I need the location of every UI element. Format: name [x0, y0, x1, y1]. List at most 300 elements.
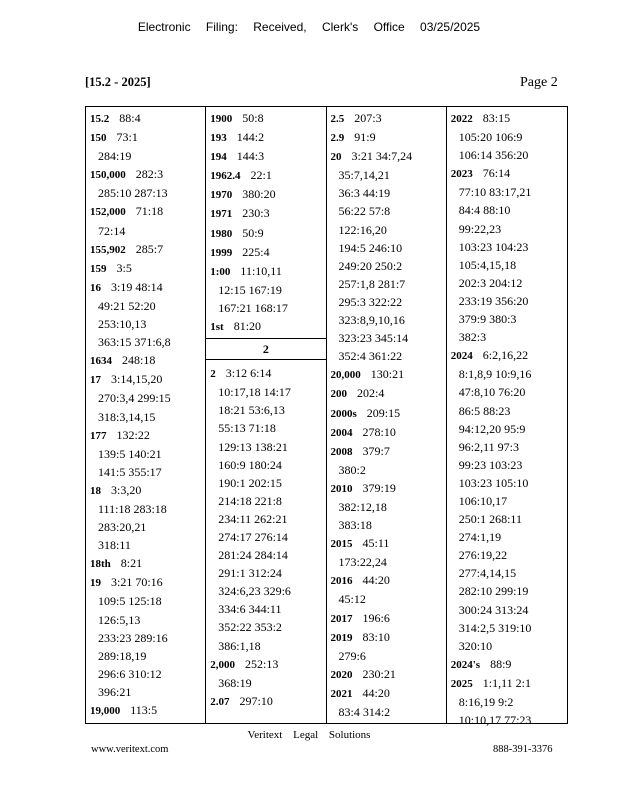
entry-continuation-line [90, 222, 201, 240]
page-line-refs: 363:15 371:6,8 [98, 335, 171, 350]
index-entry [210, 224, 321, 243]
entry-first-line [331, 365, 442, 384]
page-line-refs: 300:24 313:24 [458, 602, 529, 617]
entry-continuation-line [451, 564, 563, 582]
index-term: 17 [90, 374, 101, 387]
page-line-refs: 83:15 [482, 111, 511, 125]
index-term: 193 [210, 132, 227, 145]
index-term: 2017 [330, 612, 353, 625]
index-entry [210, 243, 321, 262]
entry-first-line [90, 109, 201, 128]
entry-first-line [210, 166, 321, 185]
index-term: 1:00 [210, 265, 231, 278]
entry-continuation-line [451, 238, 563, 256]
entry-first-line [331, 384, 442, 403]
page-line-refs: 36:3 44:19 [338, 186, 391, 201]
entry-first-line [210, 185, 321, 204]
index-entry [90, 259, 201, 278]
page-line-refs: 248:18 [122, 353, 156, 368]
page-line-refs: 320:10 [458, 638, 493, 653]
page-line-refs: 129:13 138:21 [218, 439, 288, 454]
page-line-refs: 99:22,23 [458, 221, 502, 236]
page-line-refs: 318:3,14,15 [98, 409, 156, 424]
page-line-refs: 160:9 180:24 [218, 457, 282, 472]
entry-continuation-line [90, 629, 201, 647]
page-line-refs: 44:20 [362, 573, 390, 588]
page-line-refs: 144:2 [236, 130, 265, 145]
entry-first-line [210, 147, 321, 166]
page-line-refs: 132:22 [116, 427, 150, 442]
index-entry [210, 692, 321, 711]
page-line-refs: 3:19 48:14 [111, 279, 163, 294]
page-line-refs: 396:21 [98, 684, 132, 699]
entry-continuation-line [451, 328, 563, 346]
page-line-refs: 297:10 [239, 693, 273, 708]
entry-first-line [90, 701, 201, 720]
page-line-refs: 379:19 [362, 480, 396, 495]
index-entry [210, 204, 321, 223]
index-term: 150,000 [90, 169, 126, 182]
entry-continuation-line [331, 202, 442, 220]
page-line-refs: 12:15 167:19 [218, 282, 282, 297]
entry-continuation-line [90, 184, 201, 202]
entry-continuation-line [451, 601, 563, 619]
page-line-refs: 45:11 [362, 536, 390, 551]
index-entry [90, 278, 201, 351]
entry-continuation-line [90, 297, 201, 315]
entry-continuation-line [90, 536, 201, 554]
entry-first-line [210, 109, 321, 128]
entry-continuation-line [331, 703, 442, 721]
word-index-grid [85, 106, 568, 728]
entry-first-line [331, 609, 442, 628]
page-line-refs: 81:20 [233, 319, 262, 334]
index-entry [331, 384, 442, 403]
page-line-refs: 225:4 [242, 244, 270, 259]
entry-continuation-line [90, 389, 201, 407]
entry-continuation-line [451, 310, 563, 328]
entry-continuation-line [451, 383, 563, 401]
page-line-refs: 379:7 [362, 443, 390, 458]
page-line-refs: 291:1 312:24 [218, 566, 282, 581]
page-line-refs: 130:21 [370, 367, 405, 382]
index-entry [210, 317, 321, 336]
index-term: 2.9 [330, 132, 345, 145]
entry-continuation-line [210, 528, 321, 546]
page-line-refs: 3:21 34:7,24 [351, 149, 413, 164]
entry-continuation-line [451, 183, 563, 201]
page-line-refs: 285:10 287:13 [98, 186, 168, 201]
entry-first-line [90, 278, 201, 297]
entry-first-line [90, 259, 201, 278]
page-line-refs: 283:20,21 [98, 520, 147, 535]
entry-first-line [210, 243, 321, 262]
page-line-refs: 318:11 [98, 538, 131, 553]
page-line-refs: 50:8 [242, 111, 264, 125]
index-entry [451, 346, 563, 655]
entry-continuation-line [331, 275, 442, 293]
entry-first-line [210, 692, 321, 711]
page-line-refs: 278:10 [362, 424, 396, 439]
entry-continuation-line [90, 683, 201, 701]
page-line-refs: 109:5 125:18 [98, 594, 162, 609]
entry-first-line [331, 571, 442, 590]
index-term: 2023 [450, 168, 473, 181]
entry-first-line [451, 109, 563, 128]
page-line-refs: 279:6 [338, 648, 366, 663]
index-term: 2016 [330, 575, 353, 588]
page-line-refs: 3:12 6:14 [225, 366, 272, 381]
entry-continuation-line [331, 347, 442, 365]
entry-continuation-line [451, 274, 563, 292]
page-line-refs: 296:6 310:12 [98, 666, 162, 681]
page-line-refs: 141:5 355:17 [98, 464, 162, 479]
page-line-refs: 49:21 52:20 [98, 298, 156, 313]
index-entry [331, 128, 442, 147]
entry-continuation-line [451, 146, 563, 164]
page-line-refs: 105:20 106:9 [458, 130, 523, 145]
page-line-refs: 11:10,11 [240, 263, 282, 278]
page-line-refs: 386:1,18 [218, 638, 261, 653]
index-term: 2004 [330, 426, 353, 439]
page-line-refs: 250:1 268:11 [458, 512, 522, 527]
page-line-refs: 76:14 [482, 166, 511, 181]
entry-first-line [331, 534, 442, 553]
page-line-refs: 84:4 88:10 [458, 203, 511, 218]
entry-first-line [90, 370, 201, 389]
index-term: 2021 [330, 687, 353, 700]
page-line-refs: 45:12 [338, 592, 366, 607]
page-line-refs: 282:10 299:19 [458, 584, 529, 599]
page-line-refs: 6:2,16,22 [482, 348, 529, 363]
entry-continuation-line [451, 693, 563, 711]
index-term: 1634 [90, 355, 112, 368]
page-line-refs: 190:1 202:15 [218, 475, 282, 490]
page-line-refs: 1:1,11 2:1 [482, 675, 531, 690]
entry-continuation-line [210, 456, 321, 474]
page-line-refs: 77:10 83:17,21 [458, 185, 532, 200]
entry-continuation-line [331, 553, 442, 571]
page-line-refs: 196:6 [362, 610, 390, 625]
index-term: 2000s [330, 407, 357, 420]
page-line-refs: 314:2,5 319:10 [458, 620, 532, 635]
page-line-refs: 56:22 57:8 [338, 204, 391, 219]
entry-continuation-line [451, 492, 563, 510]
entry-continuation-line [451, 619, 563, 637]
index-term: 2024 [450, 350, 473, 363]
index-entry [331, 404, 442, 423]
entry-first-line [210, 364, 321, 383]
page-line-refs: 44:20 [362, 685, 390, 700]
page-line-refs: 233:23 289:16 [98, 630, 168, 645]
entry-continuation-line [210, 401, 321, 419]
page-line-refs: 233:19 356:20 [458, 293, 529, 308]
section-header: 2 [206, 338, 325, 360]
entry-continuation-line [90, 408, 201, 426]
index-entry [90, 202, 201, 239]
index-term: 18 [90, 484, 101, 497]
entry-continuation-line [331, 221, 442, 239]
entry-first-line [331, 404, 442, 423]
index-term: 1971 [210, 208, 233, 221]
index-term: 2020 [330, 668, 353, 681]
index-term: 2019 [330, 631, 353, 644]
page-line-refs: 379:9 380:3 [458, 312, 517, 327]
index-term: 1962.4 [210, 170, 241, 183]
entry-first-line [90, 426, 201, 445]
page-line-refs: 47:8,10 76:20 [458, 385, 526, 400]
page-line-refs: 106:10,17 [458, 493, 508, 508]
index-column-2 [206, 107, 326, 723]
entry-first-line [331, 109, 442, 128]
page-line-refs: 202:3 204:12 [458, 275, 523, 290]
index-column-3 [327, 107, 447, 723]
page-line-refs: 3:14,15,20 [111, 372, 163, 387]
page-line-refs: 352:4 361:22 [338, 349, 403, 364]
entry-first-line [90, 240, 201, 259]
page-line-refs: 324:6,23 329:6 [218, 584, 291, 599]
page-line-refs: 139:5 140:21 [98, 446, 162, 461]
page-line-refs: 274:1,19 [458, 530, 502, 545]
page-number: Page 2 [520, 75, 558, 90]
page-line-refs: 10:17,18 14:17 [218, 385, 291, 400]
page-line-refs: 207:3 [354, 111, 382, 125]
entry-continuation-line [331, 184, 442, 202]
index-entry [331, 534, 442, 571]
index-entry [331, 442, 442, 479]
page-line-refs: 383:18 [338, 518, 372, 533]
entry-first-line [90, 165, 201, 184]
page-line-refs: 103:23 104:23 [458, 239, 529, 254]
page-line-refs: 73:1 [116, 130, 138, 145]
index-entry [90, 573, 201, 701]
index-term: 2008 [330, 445, 353, 458]
entry-continuation-line [451, 546, 563, 564]
page-line-refs: 334:6 344:11 [218, 602, 282, 617]
page-line-refs: 3:21 70:16 [111, 575, 163, 590]
index-term: 2,000 [210, 658, 235, 671]
page-line-refs: 270:3,4 299:15 [98, 391, 171, 406]
index-term: 20 [330, 151, 342, 164]
entry-continuation-line [210, 281, 321, 299]
entry-continuation-line [90, 592, 201, 610]
page-line-refs: 209:15 [366, 405, 401, 420]
index-entry [451, 164, 563, 346]
page-line-refs: 86:5 88:23 [458, 403, 511, 418]
index-entry [210, 109, 321, 128]
entry-first-line [90, 481, 201, 500]
page-line-refs: 10:10,17 77:23 [458, 713, 532, 728]
index-entry [210, 147, 321, 166]
index-entry [331, 571, 442, 608]
index-term: 16 [90, 281, 101, 294]
entry-continuation-line [331, 257, 442, 275]
index-column-4 [447, 107, 567, 728]
entry-continuation-line [331, 293, 442, 311]
index-term: 19,000 [90, 705, 121, 717]
index-entry [90, 128, 201, 165]
entry-continuation-line [210, 637, 321, 655]
page-line-refs: 18:21 53:6,13 [218, 403, 285, 418]
page-line-refs: 35:7,14,21 [338, 168, 390, 183]
index-entry [331, 423, 442, 442]
index-term: 152,000 [90, 206, 126, 219]
entry-continuation-line [210, 299, 321, 317]
index-column-1 [86, 107, 206, 723]
entry-continuation-line [210, 582, 321, 600]
page-line-refs: 252:13 [245, 656, 279, 671]
page-line-refs: 276:19,22 [458, 548, 508, 563]
index-term: 18th [90, 558, 111, 571]
index-entry [451, 109, 563, 164]
index-term: 1st [210, 321, 224, 334]
index-term: 2 [210, 368, 216, 381]
entry-first-line [331, 423, 442, 442]
index-term: 2010 [330, 482, 353, 495]
entry-continuation-line [210, 600, 321, 618]
page-line-refs: 230:21 [362, 666, 396, 681]
entry-continuation-line [331, 590, 442, 608]
page-line-refs: 352:22 353:2 [218, 620, 282, 635]
index-entry [210, 185, 321, 204]
page-line-refs: 55:13 71:18 [218, 421, 276, 436]
index-term: 20,000 [330, 369, 361, 382]
index-entry [331, 147, 442, 365]
page-line-refs: 274:17 276:14 [218, 529, 288, 544]
index-term: 194 [210, 151, 227, 164]
entry-first-line [331, 628, 442, 647]
entry-first-line [331, 665, 442, 684]
page-line-refs: 126:5,13 [98, 612, 141, 627]
entry-continuation-line [451, 292, 563, 310]
entry-first-line [90, 351, 201, 370]
page-line-refs: 88:9 [490, 656, 512, 671]
index-entry [451, 674, 563, 729]
index-term: 2024's [450, 658, 481, 671]
page-line-refs: 249:20 250:2 [338, 258, 403, 273]
page-line-refs: 113:5 [130, 703, 158, 717]
entry-continuation-line [451, 420, 563, 438]
page-line-refs: 202:4 [357, 386, 385, 401]
index-entry [210, 262, 321, 317]
entry-continuation-line [451, 438, 563, 456]
entry-continuation-line [90, 463, 201, 481]
footer-company: Veritext Legal Solutions [247, 729, 371, 741]
entry-first-line [451, 674, 563, 693]
entry-continuation-line [90, 647, 201, 665]
entry-first-line [210, 224, 321, 243]
page-line-refs: 214:18 221:8 [218, 493, 282, 508]
index-entry [331, 479, 442, 534]
page-line-refs: 323:23 345:14 [338, 331, 409, 346]
page-line-refs: 3:3,20 [111, 482, 142, 497]
entry-continuation-line [210, 510, 321, 528]
page-line-refs: 94:12,20 95:9 [458, 421, 526, 436]
page-line-refs: 83:10 [362, 629, 390, 644]
page-line-refs: 105:4,15,18 [458, 257, 517, 272]
entry-continuation-line [90, 500, 201, 518]
filing-stamp: Electronic Filing: Received, Clerk's Office 03/25/2025 [137, 20, 481, 34]
page-line-refs: 277:4,14,15 [458, 566, 517, 581]
entry-first-line [331, 128, 442, 147]
page-line-refs: 144:3 [236, 149, 265, 164]
entry-first-line [210, 317, 321, 336]
entry-continuation-line [451, 201, 563, 219]
entry-continuation-line [451, 510, 563, 528]
page-line-refs: 285:7 [135, 241, 164, 256]
index-entry [90, 165, 201, 202]
entry-first-line [210, 204, 321, 223]
page-line-refs: 281:24 284:14 [218, 548, 288, 563]
index-term: 1980 [210, 227, 233, 240]
index-entry [210, 364, 321, 655]
entry-continuation-line [331, 329, 442, 347]
index-entry [331, 109, 442, 128]
page-line-refs: 83:4 314:2 [338, 705, 391, 719]
entry-first-line [210, 262, 321, 281]
page-line-refs: 323:8,9,10,16 [338, 313, 405, 328]
page-line-refs: 234:11 262:21 [218, 511, 288, 526]
entry-first-line [210, 655, 321, 674]
entry-continuation-line [331, 498, 442, 516]
index-term: 150 [90, 132, 107, 145]
index-term: 1970 [210, 189, 233, 202]
entry-continuation-line [451, 402, 563, 420]
index-term: 1999 [210, 246, 233, 259]
entry-continuation-line [451, 128, 563, 146]
page-line-refs: 282:3 [135, 167, 164, 182]
entry-first-line [90, 573, 201, 592]
index-entry [90, 109, 201, 128]
index-entry [90, 351, 201, 370]
index-term: 2.5 [330, 113, 345, 125]
index-term: 2025 [450, 677, 473, 690]
entry-first-line [451, 346, 563, 365]
entry-first-line [451, 164, 563, 183]
entry-continuation-line [210, 474, 321, 492]
index-entry [331, 628, 442, 665]
page-line-refs: 194:5 246:10 [338, 240, 403, 255]
entry-continuation-line [451, 456, 563, 474]
entry-continuation-line [451, 528, 563, 546]
entry-continuation-line [331, 461, 442, 479]
index-entry [90, 554, 201, 573]
entry-continuation-line [331, 647, 442, 665]
page-line-refs: 289:18,19 [98, 648, 147, 663]
index-entry [90, 701, 201, 720]
index-term: 177 [90, 429, 107, 442]
entry-continuation-line [451, 220, 563, 238]
index-range: [15.2 - 2025] [85, 75, 151, 89]
footer-phone: 888-391-3376 [493, 744, 553, 755]
entry-continuation-line [210, 492, 321, 510]
index-entry [90, 370, 201, 425]
index-entry [331, 365, 442, 384]
page-line-refs: 50:9 [242, 225, 264, 240]
page-line-refs: 71:18 [135, 204, 164, 219]
index-entry [210, 128, 321, 147]
index-term: 15.2 [90, 113, 110, 125]
entry-continuation-line [210, 674, 321, 692]
page-line-refs: 295:3 322:22 [338, 294, 403, 309]
index-term: 19 [90, 577, 101, 590]
page-line-refs: 22:1 [250, 168, 272, 183]
index-entry [210, 166, 321, 185]
page-line-refs: 230:3 [242, 206, 270, 221]
page-line-refs: 72:14 [98, 223, 126, 238]
entry-first-line [331, 684, 442, 703]
entry-continuation-line [90, 147, 201, 165]
